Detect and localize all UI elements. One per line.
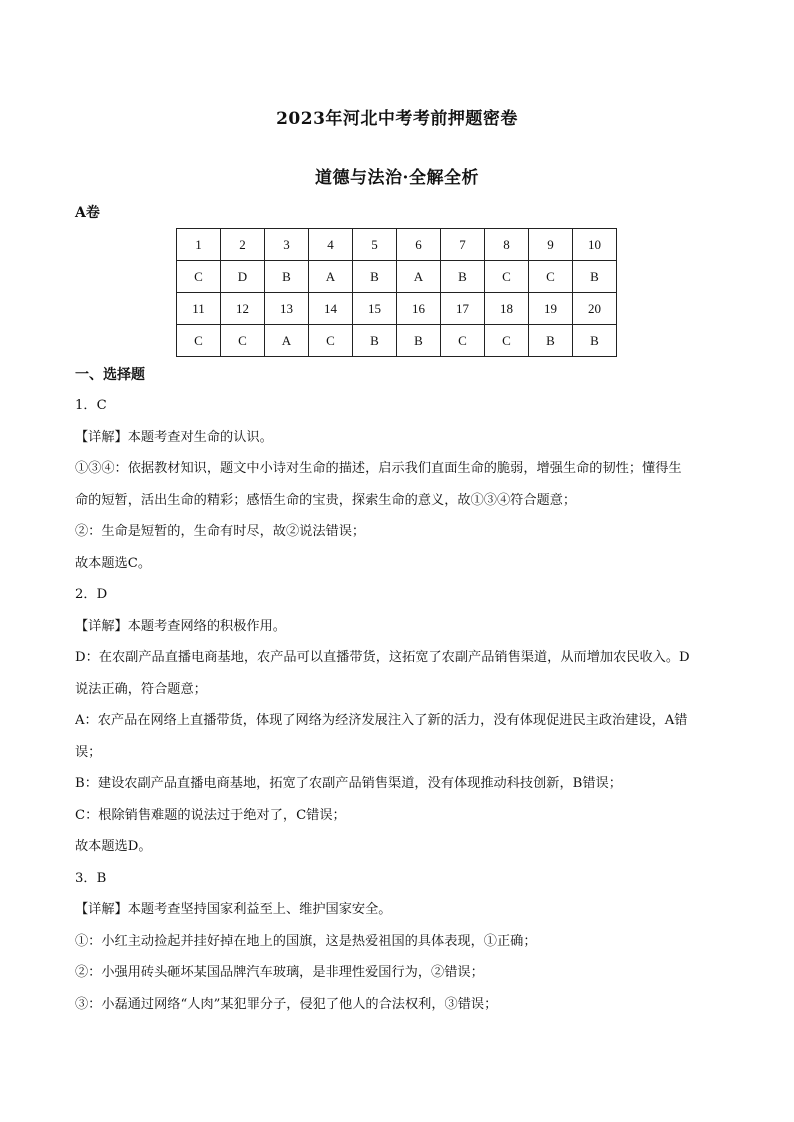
answer-cell: C: [309, 325, 353, 357]
answer-cell: C: [221, 325, 265, 357]
document-title: 2023年河北中考考前押题密卷: [276, 109, 518, 129]
question-number-cell: 1: [177, 229, 221, 261]
section-heading: 一、选择题: [75, 367, 145, 383]
answer-cell: C: [485, 261, 529, 293]
text-line: D：在农副产品直播电商基地，农产品可以直播带货，这拓宽了农副产品销售渠道，从而增加农民收入。D: [75, 650, 690, 665]
question-number-cell: 14: [309, 293, 353, 325]
text-line: 故本题选D。: [75, 839, 152, 854]
text-line: ②：小强用砖头砸坏某国品牌汽车玻璃，是非理性爱国行为，②错误；: [75, 965, 484, 980]
section-a-label: A卷: [75, 205, 100, 221]
answer-row: [177, 261, 617, 293]
answer-cell: D: [221, 261, 265, 293]
question-number-row: [177, 229, 617, 261]
text-line: 【详解】本题考查坚持国家利益至上、维护国家安全。: [75, 902, 392, 917]
answer-cell: C: [529, 261, 573, 293]
answer-cell: B: [529, 325, 573, 357]
text-line: B：建设农副产品直播电商基地，拓宽了农副产品销售渠道，没有体现推动科技创新，B错误；: [75, 776, 622, 791]
text-line: 【详解】本题考查网络的积极作用。: [75, 618, 286, 634]
answer-cell: B: [573, 261, 617, 293]
question-number-cell: 19: [529, 293, 573, 325]
question-number-cell: 15: [353, 293, 397, 325]
answer-cell: B: [353, 261, 397, 293]
question-number-cell: 18: [485, 293, 529, 325]
text-line: 说法正确，符合题意；: [75, 681, 207, 697]
document-subtitle: 道德与法治·全解全析: [315, 168, 479, 188]
answer-cell: B: [397, 325, 441, 357]
answer-cell: C: [485, 325, 529, 357]
question-number-cell: 12: [221, 293, 265, 325]
answer-cell: C: [177, 261, 221, 293]
answer-cell: A: [265, 325, 309, 357]
question-number-cell: 4: [309, 229, 353, 261]
question-number-cell: 8: [485, 229, 529, 261]
answer-cell: A: [309, 261, 353, 293]
text-line: 1．C: [75, 398, 107, 413]
answer-cell: B: [265, 261, 309, 293]
answer-row: [177, 325, 617, 357]
text-line: ①③④：依据教材知识，题文中小诗对生命的描述，启示我们直面生命的脆弱，增强生命的韧性；懂得生: [75, 461, 682, 476]
text-line: 故本题选C。: [75, 555, 152, 571]
question-number-cell: 13: [265, 293, 309, 325]
question-number-cell: 7: [441, 229, 485, 261]
question-number-row: [177, 293, 617, 325]
question-number-cell: 10: [573, 229, 617, 261]
answer-cell: B: [441, 261, 485, 293]
text-line: 3．B: [75, 870, 107, 886]
text-line: ③：小磊通过网络“人肉”某犯罪分子，侵犯了他人的合法权利，③错误；: [75, 996, 498, 1012]
text-line: C：根除销售难题的说法过于绝对了，C错误；: [75, 807, 346, 823]
question-number-cell: 16: [397, 293, 441, 325]
explanation-body: [75, 390, 725, 1020]
question-number-cell: 11: [177, 293, 221, 325]
text-line: 命的短暂，活出生命的精彩；感悟生命的宝贵，探索生命的意义，故①③④符合题意；: [75, 492, 577, 508]
question-number-cell: 17: [441, 293, 485, 325]
question-number-cell: 9: [529, 229, 573, 261]
text-line: ①：小红主动捡起并挂好掉在地上的国旗，这是热爱祖国的具体表现，①正确；: [75, 933, 537, 949]
text-line: ②：生命是短暂的，生命有时尽，故②说法错误；: [75, 524, 366, 539]
question-number-cell: 2: [221, 229, 265, 261]
question-number-cell: 20: [573, 293, 617, 325]
answer-cell: B: [353, 325, 397, 357]
text-line: 误；: [75, 744, 102, 760]
answer-cell: A: [397, 261, 441, 293]
text-line: 【详解】本题考查对生命的认识。: [75, 429, 273, 445]
question-number-cell: 5: [353, 229, 397, 261]
answer-cell: C: [441, 325, 485, 357]
text-line: A：农产品在网络上直播带货，体现了网络为经济发展注入了新的活力，没有体现促进民主政治建设，A错: [75, 713, 688, 728]
text-line: 2．D: [75, 587, 108, 602]
question-number-cell: 3: [265, 229, 309, 261]
answer-cell: B: [573, 325, 617, 357]
answer-cell: C: [177, 325, 221, 357]
answer-table: [176, 228, 617, 357]
question-number-cell: 6: [397, 229, 441, 261]
